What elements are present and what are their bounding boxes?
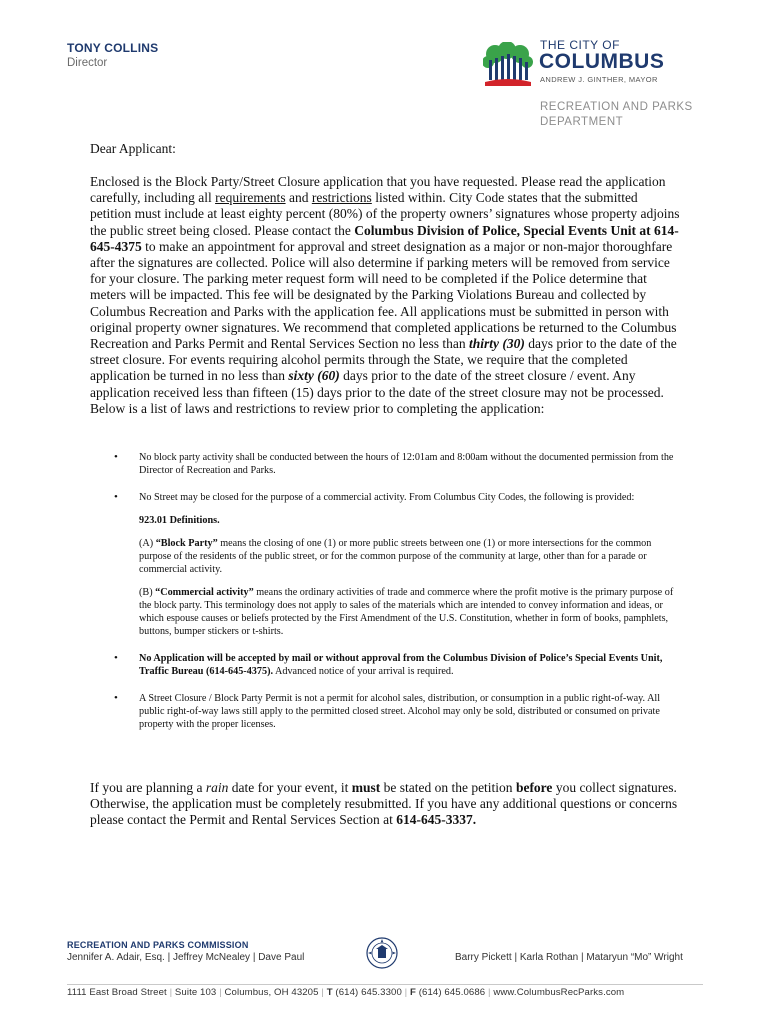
logo-the-city-of: THE CITY OF	[540, 38, 620, 52]
list-item-text: No block party activity shall be conducted between the hours of 12:01am and 8:00am without the documented permission from the Director of Recreation and Parks.	[139, 452, 674, 476]
footer-address: 1111 East Broad Street | Suite 103 | Columbus, OH 43205 | T (614) 645.3300 | F (614) 645.0686 | www.ColumbusRecParks.com	[67, 987, 625, 998]
list-item	[112, 652, 682, 678]
logo-mayor: ANDREW J. GINTHER, MAYOR	[540, 75, 658, 84]
text-run: to make an appointment for approval and street designation as a major or non-major thoroughfare after the signatures are collected. Police will also determine if parking meters will be removed from service for your closure. The parking meter request form will need to be completed if the Police determine that meters will be impacted. This fee will be designated by the Parking Violations Bureau and collected by Columbus Recreation and Parks with the application fee. All applications must be submitted in person with original property owner signatures. We recommend that completed applications be returned to the Columbus Recreation and Parks Permit and Rental Services Section no less than	[90, 238, 677, 352]
permit-phone: 614-645-3337.	[396, 812, 477, 828]
text-run: (B)	[139, 587, 156, 598]
definition-a	[112, 537, 682, 576]
main-paragraph	[90, 174, 680, 417]
text-run: days prior to the date of the street closure / event. Any application received less than fifteen (15) days prior to the date of the street closure may not be processed. Below is a list of laws and restrictions to review prior to completing the application:	[90, 368, 664, 416]
before-emphasis: before	[515, 780, 553, 795]
definition-b	[112, 586, 682, 638]
address-street: 1111 East Broad Street	[67, 987, 167, 998]
fax-label: F	[410, 987, 416, 998]
thirty-days-emphasis: thirty (30)	[469, 336, 525, 352]
text-run: means the ordinary activities of trade and commerce where the profit motive is the primary purpose of the block party. This terminology does not apply to sales of the materials which are intended to convey information and ideas, or which espouse causes or beliefs protected by the First Amendment of the U.S. Constitution, whether in form of books, pamphlets, buttons, bumper stickers or t-shirts.	[139, 587, 674, 637]
director-name: TONY COLLINS	[67, 41, 159, 55]
phone-number[interactable]: (614) 645.3300	[335, 987, 402, 998]
rain-emphasis: rain	[205, 780, 229, 795]
sixty-days-emphasis: sixty (60)	[288, 368, 340, 384]
footer-divider	[67, 984, 703, 985]
text-run: Advanced notice of your arrival is required.	[273, 666, 454, 677]
closing-paragraph	[90, 780, 680, 829]
list-item	[112, 491, 682, 504]
list-item	[112, 692, 682, 731]
restrictions-list	[112, 451, 682, 731]
commission-title: RECREATION AND PARKS COMMISSION	[67, 940, 249, 950]
text-run: listed within. City Code states that the submitted petition must include at least eighty percent (80%) of the property owners’ signatures whose property adjoins the public street being closed. Please contact the	[90, 190, 680, 238]
definitions-heading: 923.01 Definitions.	[139, 515, 220, 526]
commission-names-right: Barry Pickett | Karla Rothan | Mataryun “Mo” Wright	[455, 952, 683, 963]
address-city: Columbus, OH 43205	[224, 987, 319, 998]
city-logo	[483, 38, 713, 90]
list-item-text: No Street may be closed for the purpose of a commercial activity. From Columbus City Codes, the following is provided:	[139, 492, 635, 503]
list-item-text: A Street Closure / Block Party Permit is not a permit for alcohol sales, distribution, or consumption in a public right-of-way. All public right-of-way laws still apply to the permitted closed street. Alcohol may only be sold, distributed or consumed on private property with the proper licenses.	[139, 693, 661, 730]
text-run: and	[285, 190, 312, 206]
requirements-underlined: requirements	[215, 190, 286, 206]
must-emphasis: must	[351, 780, 381, 795]
text-run: you collect signatures. Otherwise, the application must be completely resubmitted. If you have any additional questions or concerns please contact the Permit and Rental Services Section at	[90, 780, 678, 828]
text-run: Enclosed is the Block Party/Street Closure application that you have requested. Please read the application carefully, including all	[90, 174, 666, 206]
director-block	[67, 41, 158, 69]
block-party-term: “Block Party”	[155, 538, 218, 549]
phone-label: T	[326, 987, 333, 998]
text-run: be stated on the petition	[380, 780, 516, 795]
commission-names-left: Jennifer A. Adair, Esq. | Jeffrey McNealey | Dave Paul	[67, 952, 305, 963]
no-mail-notice: No Application will be accepted by mail or without approval from the Columbus Division of Police’s Special Events Unit, Traffic Bureau (614-645-4375).	[139, 653, 663, 677]
text-run: If you are planning a	[90, 780, 206, 795]
text-run: days prior to the date of the street closure. For events requiring alcohol permits through the State, we require that the completed application be turned in no less than	[90, 336, 677, 384]
text-run: (A)	[139, 538, 156, 549]
text-run: means the closing of one (1) or more public streets between one (1) or more intersections for the common purpose of the residents of the public street, or for the common purpose of the community at large, other than for a parade or commercial activity.	[139, 538, 652, 575]
director-title: Director	[67, 57, 108, 69]
fax-number: (614) 645.0686	[418, 987, 486, 998]
website-link[interactable]: www.ColumbusRecParks.com	[493, 987, 625, 998]
salutation: Dear Applicant:	[90, 141, 176, 156]
address-suite: Suite 103	[174, 987, 217, 998]
dept-line-2: DEPARTMENT	[540, 116, 624, 128]
department-name	[540, 100, 693, 130]
text-run: date for your event, it	[228, 780, 352, 795]
city-seal-icon	[364, 935, 400, 971]
city-skyline-icon	[483, 42, 533, 86]
dept-line-1: RECREATION AND PARKS	[540, 101, 693, 113]
police-contact-bold: Columbus Division of Police, Special Events Unit at 614-645-4375	[90, 222, 679, 254]
list-item	[112, 451, 682, 477]
commercial-activity-term: “Commercial activity”	[155, 587, 254, 598]
logo-columbus: COLUMBUS	[539, 50, 665, 73]
restrictions-underlined: restrictions	[311, 190, 372, 206]
definitions-title	[112, 514, 682, 527]
